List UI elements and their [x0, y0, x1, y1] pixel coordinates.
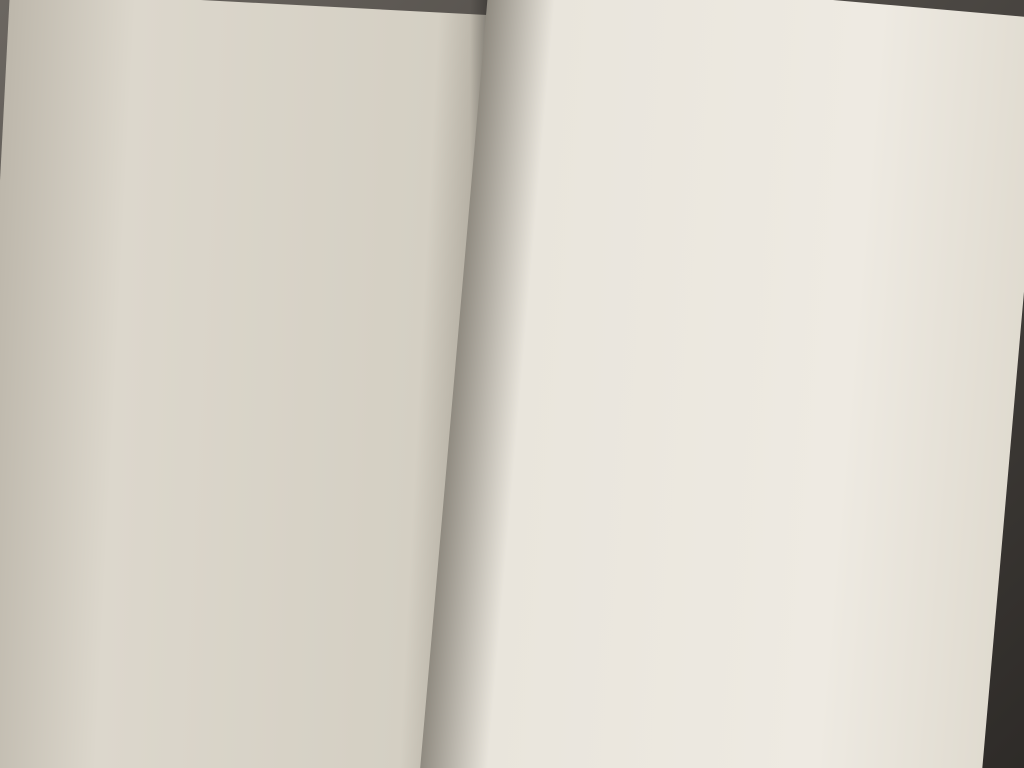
left-sections: [48, 32, 467, 54]
pages-label: [48, 32, 467, 54]
right-page: [419, 0, 1024, 768]
left-toc-column: [48, 32, 468, 58]
letters-section-title: [48, 36, 467, 58]
left-top-entries: [48, 32, 467, 54]
letters-section-subtitle: [48, 36, 467, 58]
left-running-head: [10, 0, 515, 24]
right-toc-column: [528, 0, 996, 34]
left-letter-entries: [48, 36, 467, 58]
